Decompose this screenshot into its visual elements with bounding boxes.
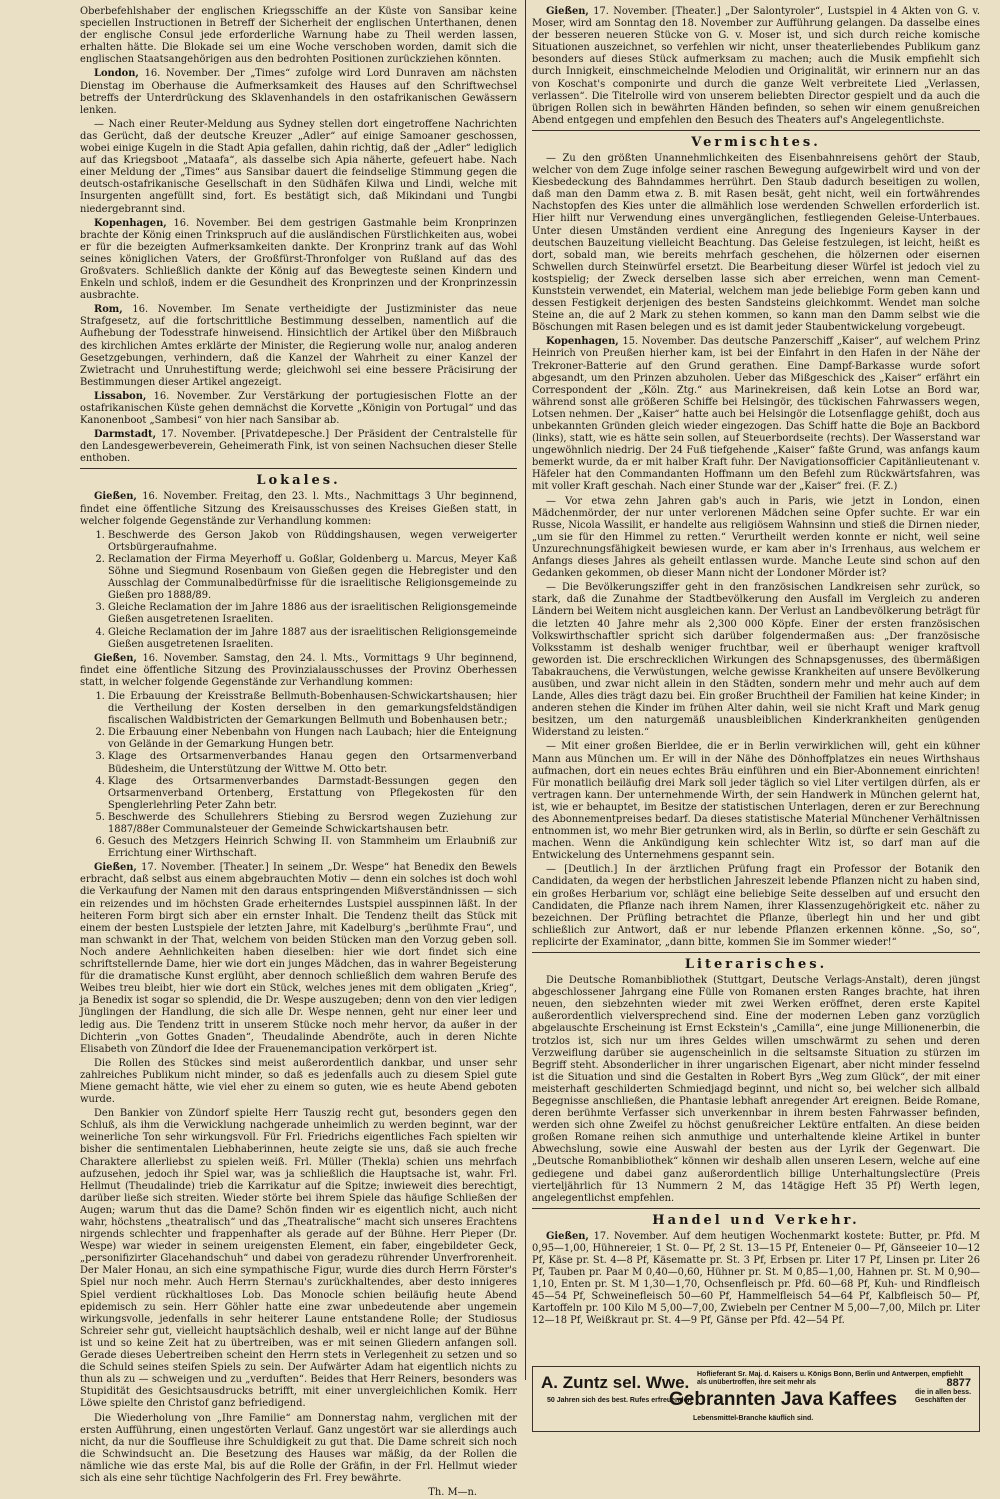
coffee-advertisement [532, 1366, 980, 1432]
theater-review-paragraph: Die Wiederholung von „Ihre Familie“ am Donnerstag nahm, verglichen mit der ersten Aufführung, einen ungestörten Verlauf. Ganz ungestört war sie allerdings auch nicht, da nur die Souffleuse ihre Schuldigkeit zu gut that. Die Dame schreit sich noch die Schwindsucht an. Die Besetzung des Hauses war mäßig, da der Rollen die nämliche wie das erste Mal, bis auf die Rolle der Gräfin, in der Frl. Hellmut wieder sich als eine sehr tüchtige Nachfolgerin des Frl. Frey bewährte. [80, 1412, 517, 1484]
misc-article: — Mit einer großen Bierldee, die er in Berlin verwirklichen will, geht ein kühner Mann aus München um. Er will in der Nähe des Dönhoffplatzes ein neues Wirthshaus aufmachen, dort ein neues echtes Bräu einführen und ein Bier-Abonnement einrichten! Für monatlich beiläufig drei Mark soll jeder täglich so viel Liter vertilgen dürfen, als er vertragen kann. Der unternehmende Wirth, der sein Handwerk in München gelernt hat, ist, wie er behauptet, im Besitze der statistischen Unterlagen, deren er zur Berechnung des Abonnementpreises bedarf. Da dieses statistische Material Münchener Verhältnissen entnommen ist, wo mehr Bier getrunken wird, als in Berlin, so dürfte er sein Geschäft zu machen. Wenn die Ankündigung kein schlechter Witz ist, so darf man auf die Entwickelung des Unternehmens gespannt sein. [532, 741, 980, 862]
dateline-place: Gießen, [546, 6, 589, 17]
ad-court-supplier: Hoflieferant Sr. Maj. d. Kaisers u. Königs Bonn, Berlin und Antwerpen, empfiehlt als unübertroffen, ihre seit mehr als [697, 1371, 963, 1386]
misc-article [532, 336, 980, 493]
right-column [532, 6, 980, 1361]
section-rule [532, 130, 980, 131]
article-sydney: — Nach einer Reuter-Meldung aus Sydney stellen dort eingetroffene Nachrichten das Gerücht, daß der deutsche Kreuzer „Adler“ auf einige Samoaner geschossen, wobei einige Kugeln in die Stadt Apia gefallen, dahin richtig, daß der „Adler“ lediglich auf das Kriegsboot „Mataafa“, als dasselbe sich Apia näherte, gefeuert habe. Nach einer Meldung der „Times“ aus Sansibar dauert die feindselige Stimmung gegen die deutsch-ostafrikanische Gesellschaft in den Südhäfen Kilwa und Lindi, welche mit Insurgenten angefüllt sind, fort. Es bestätigt sich, daß Mikindani und Tungbi niedergebrannt sind. [80, 118, 517, 215]
article-text: 16. November. Freitag, den 23. l. Mts., Nachmittags 3 Uhr beginnend, findet eine öffentliche Sitzung des Kreisausschusses des Kreises Gießen statt, in welcher folgende Gegenstände zur Verhandlung kommen: [80, 491, 517, 527]
section-rule [80, 468, 517, 469]
agenda-item: 3. Gleiche Reclamation der im Jahre 1886 aus der israelitischen Religionsgemeinde Gießen ausgetretenen Israeliten. [108, 602, 517, 626]
ad-number: 8877 [946, 1377, 971, 1389]
agenda-list-kreisausschuss [80, 530, 517, 651]
agenda-list-provinzialausschuss [80, 691, 517, 860]
article-kopenhagen [80, 218, 517, 303]
agenda-item: 2. Reclamation der Firma Meyerhoff u. Goßlar, Goldenberg u. Marcus, Meyer Kaß Söhne und Siegmund Rosenbaum von Gießen gegen die Hebregister und den Ausschlag der Communalbedürfnisse für die israelitische Religionsgemeinde zu Gießen pro 1888/89. [108, 554, 517, 602]
article-darmstadt [80, 429, 517, 465]
theater-review-paragraph: Die Rollen des Stückes sind meist außerordentlich dankbar, und unser sehr zahlreiches Publikum nicht minder, so daß es jedenfalls auch zu diesem Spiel gute Miene gemacht hätte, wie viel eher zu einem so guten, wie es heute Abend geboten wurde. [80, 1057, 517, 1106]
ad-product-name: Gebrannten Java Kaffees [669, 1389, 898, 1410]
article-rom [80, 304, 517, 389]
section-header-handel: Handel und Verkehr. [652, 1212, 860, 1228]
dateline-place: Gießen, [94, 491, 137, 503]
section-header-literarisches: Literarisches. [684, 957, 828, 973]
ad-availability: die in allen bess. Geschäften der [915, 1389, 972, 1404]
dateline-place: Gießen, [94, 862, 137, 874]
source-note: (F. Z.) [868, 481, 898, 493]
article-giessen-theater-notice [532, 6, 980, 127]
misc-article: — Die Bevölkerungsziffer geht in den französischen Landkreisen sehr zurück, so stark, daß die Zunahme der Stadtbevölkerung den Ausfall im Vergleich zu anderen Ländern bei Weitem nicht ausgleichen kann. Der Verlust an Landbevölkerung beträgt für die letzten 40 Jahre mehr als 2,300 000 Köpfe. Einer der ersten französischen Volkswirthschaftler spricht sich darüber folgendermaßen aus: „Der französische Volksstamm ist deshalb weniger fruchtbar, weil er überhaupt weniger kraftvoll geworden ist. Die erschrecklichen Wirkungen des Schnapsgenusses, des übermäßigen Tabakrauchens, die Verwüstungen, welche gewisse Krankheiten auf unsere Bevölkerung ausüben, und zwar nicht allein in den Städten, sondern mehr und mehr auch auf dem Lande, Alles dies trägt dazu bei. Ein großer Bruchtheil der Familien hat keine Kinder; in anderen stehen die Kinder im frühen Alter dahin, weil sie nicht Kraft und Mark genug besitzen, um den naturgemäß unausbleiblichen Kinderkrankheiten genügenden Widerstand zu leisten.“ [532, 582, 980, 739]
misc-article: — Vor etwa zehn Jahren gab's auch in Paris, wie jetzt in London, einen Mädchenmörder, der nur unter verlorenen Mädchen seine Opfer suchte. Er war ein Russe, Nicola Wassilit, er handelte aus religiösem Wahnsinn und stieß die Dirnen nieder, „um sie für den Himmel zu retten.“ Verurtheilt werden konnte er nicht, weil seine Unzurechnungsfähigkeit bewiesen wurde, er kam aber in's Irrenhaus, aus welchem er Anfangs dieses Jahres als geheilt entlassen wurde. Manche Leute sind schon auf den Gedanken gekommen, ob dieser Mann nicht der Londoner Mörder ist? [532, 495, 980, 580]
agenda-item: 5. Beschwerde des Schullehrers Stiebing zu Bersrod wegen Zuziehung zur 1887/88er Communalsteuer der Gemeinde Schwickartshausen betr. [108, 812, 517, 836]
dateline-place: Darmstadt, [94, 429, 157, 441]
agenda-item: 4. Gleiche Reclamation der im Jahre 1887 aus der israelitischen Religionsgemeinde Gießen ausgetretenen Israeliten. [108, 627, 517, 651]
section-header-vermischtes: Vermischtes. [691, 134, 821, 150]
article-giessen-provinzialausschuss [80, 653, 517, 689]
theater-review-paragraph: Den Bankier von Zündorf spielte Herr Tauszig recht gut, besonders gegen den Schluß, als ihm die Verwicklung nachgerade unheimlich zu werden beginnt, war der weinerliche Ton sehr wirkungsvoll. Für Frl. Friedrichs eigentliches Fach spielten wir bisher die sentimentalen Liebhaberinnen, heute zeigte sie uns, daß sie auch freche Charaktere allerliebst zu spielen weiß. Frl. Müller (Thekla) schien uns mehrfach aufzusehen, jedoch ihr Spiel war, was ja schließlich die Hauptsache ist, wahr. Frl. Hellmut (Theudalinde) trieb die Karrikatur auf die Spitze; inwieweit dies berechtigt, darüber ließe sich streiten. Wieder störte bei ihrem Spiele das häufige Schließen der Augen; warum thut das die Dame? Schön finden wir es eigentlich nicht, auch nicht wahr, höchstens „theatralisch“ und das „Theatralische“ macht sich unseres Erachtens nirgends schlechter und frappenhafter als gerade auf der Bühne. Herr Pieper (Dr. Wespe) war wieder in seinem ureigensten Element, ein faber, eingebildeter Geck, „personifizirter Glacehandschuh“ und dabei von geradezu rührender Unverfrorenheit. Der Maler Honau, an sich eine sympathische Figur, wurde dies durch Herrn Förster's Spiel nur noch mehr. Auch Herrn Sternau's zurückhaltendes, aber desto innigeres Spiel verdient rückhaltloses Lob. Das Monocle schien beiläufig heute Abend epidemisch zu sein. Herr Göhler hatte eine zwar unbedeutende aber ungemein wirkungsvolle, jedenfalls in sehr heiterer Laune entstandene Rolle; der Studiosus Schreier sehr gut, vielleicht hauptsächlich deshalb, weil er nicht lange auf der Bühne ist und so keine Zeit hat zu übertreiben, was er mit seinen Gliedern anfangen soll. Gerade dieses Uebertreiben scheint den Herrn stets in Verlegenheit zu setzen und so die Schuld seines steifen Spiels zu sein. Der Aufwärter Adam hat eigentlich nichts zu thun als zu — schweigen und zu „verduften“. Beides that Herr Reiners, besonders was Stupidität des Gesichtsausdrucks betrifft, mit einer unvergleichlichen Komik. Herr Löwe spielte den Christof ganz befriedigend. [80, 1108, 517, 1410]
dateline-place: Gießen, [94, 652, 137, 664]
article-text: 16. November. Der „Times“ zufolge wird Lord Dunraven am nächsten Dienstag im Oberhause die Aufmerksamkeit des Hauses auf den Schriftwechsel betreffs der Unterdrückung des Sklavenhandels in den ostafrikanischen Gewässern lenken. [80, 68, 517, 116]
article-lissabon [80, 391, 517, 427]
article-text: 17. November. [Theater.] In seinem „Dr. Wespe“ hat Benedix den Bewels erbracht, daß selbst aus einem abgebrauchten Motiv — denn ein solches ist doch wohl die Verkaufung der Namen mit den daraus entspringenden Mißverständnissen — sich ein reizendes und im höchsten Grade erheiterndes Lustspiel ausspinnen läßt. In der heiteren Form birgt sich aber ein ernster Inhalt. Die Tendenz theilt das Stück mit einem der besten Lustspiele der letzten Jahre, mit Kadelburg's „berühmte Frau“, und man schwankt in der That, welchem von beiden Stücken man den Vorzug geben soll. Noch andere Aehnlichkeiten haben dieselben: hier wie dort findet sich eine schriftstellernde Dame, hier wie dort ein junges Mädchen, das in wahrer Begeisterung für die dramatische Kunst erglüht, aber dennoch schließlich dem wahren Berufe des Weibes treu bleibt, hier wie dort ein Stück, welches jenes mit dem obligaten „Krieg“, ja Benedix ist sogar so splendid, die Dr. Wespe auszugeben; denn von den vier ledigen Jünglingen der Handlung, die sich alle Dr. Wespe nennen, geht nur einer leer und ledig aus. Die Tendenz tritt in unserem Stücke noch mehr hervor, da außer in der Dichterin „von Gottes Gnaden“, Theudalinde Abendröte, auch in deren Nichte Elisabeth von Zündorf die Idee der Frauenemancipation verkörpert ist. [80, 862, 517, 1055]
article-text: 16. November. Bei dem gestrigen Gastmahle beim Kronprinzen brachte der König einen Trinkspruch auf die ausländischen Fürstlichkeiten aus, wobei er für die bezeigten Aufmerksamkeiten dankte. Der Kronprinz trank auf das Wohl seines königlichen Vaters, der Großfürst-Thronfolger von Rußland auf das des Großvaters. Schließlich dankte der König auf das Bewegteste seinen Kindern und Enkeln und schloß, indem er die Gesundheit des Kronprinzen und der Kronprinzessin ausbrachte. [80, 217, 518, 302]
dateline-place: London, [94, 68, 139, 80]
section-rule [532, 1208, 980, 1209]
article-text: 17. November. Auf dem heutigen Wochenmarkt kostete: Butter, pr. Pfd. M 0,95—1,00, Hühnereier, 1 St. 0— Pf, 2 St. 13—15 Pf, Enteneier 0— Pf, Gänseeier 10—12 Pf, Käse pr. St. 4—8 Pf, Käsematte pr. St. 3 Pf, Erbsen pr. Liter 17 Pf, Linsen pr. Liter 26 Pf, Tauben pr. Paar M 0,40—0,60, Hühner pr. St. M 0,85—1,00, Hahnen pr. St. M 0,90—1,10, Enten pr. St. M 1,30—1,70, Ochsenfleisch pr. Pfd. 60—68 Pf, Kuh- und Rindfleisch 45—54 Pf, Schweinefleisch 50—60 Pf, Hammelfleisch 54—64 Pf, Kalbfleisch 50— Pf, Kartoffeln pr. 100 Kilo M 5,00—7,00, Zwiebeln per Centner M 5,00—7,00, Milch pr. Liter 12—18 Pf, Weißkraut pr. St. 4—9 Pf, Gänse per Pfd. 42—54 Pf. [532, 1230, 980, 1327]
agenda-item: 4. Klage des Ortsarmenverbandes Darmstadt-Bessungen gegen den Ortsarmenverband Ortenberg, Erstattung von Pflegekosten für den Spenglerlehrling Peter Zahn betr. [108, 776, 517, 812]
dateline-place: Kopenhagen, [546, 336, 619, 348]
section-header-lokales: Lokales. [256, 473, 341, 489]
agenda-item: 1. Beschwerde des Gerson Jakob von Rüddingshausen, wegen verweigerter Ortsbürgeraufnahme. [108, 530, 517, 554]
ad-retail-note: Lebensmittel-Branche käuflich sind. [693, 1415, 814, 1422]
agenda-item: 1. Die Erbauung der Kreisstraße Bellmuth-Bobenhausen-Schwickartshausen; hier die Vertheilung der Kosten derselben in den gemarkungsfeldständigen fiscalischen Waldbistricten der Gemarkungen Bellmuth und Bobenhausen betr.; [108, 691, 517, 727]
article-text: 16. November. Zur Verstärkung der portugiesischen Flotte an der ostafrikanischen Küste gehen demnächst die Korvette „Königin von Portugal“ und das Kanonenboot „Sambesi“ von hier nach Sansibar ab. [80, 390, 518, 427]
column-divider [525, 0, 526, 1380]
article-giessen-theater-review [80, 862, 517, 1056]
article-giessen-kreisausschuss [80, 491, 517, 527]
article-text: 17. November. [Theater.] „Der Salontyroler“, Lustspiel in 4 Akten von G. v. Moser, wird am Sonntag den 18. November zur Aufführung gelangen. Da dasselbe eines der besseren neueren Stücke von G. v. Moser ist, und sich durch reiche komische Situationen auszeichnet, so verfehlen wir nicht, unser theaterliebendes Publikum ganz besonders auf dieses Stück aufmerksam zu machen; auch die Musik empfiehlt sich durch Innigkeit, einschmeichelnde Melodien und Originalität, wir erinnern nur an das von Koschat's componirte und durch die ganze Welt verbreitete Lied „Verlassen, verlassen“. Die Titelrolle wird von unserem beliebten Director gespielt und da auch die übrigen Rollen sich in bewährten Händen befinden, so sehen wir einem genußreichen Abend entgegen und empfehlen den Besuch des Theaters auf's Angelegentlichste. [532, 6, 981, 126]
article-text: 17. November. [Privatdepesche.] Der Präsident der Centralstelle für den Landesgewerbeverein, Geheimerath Fink, ist von seinen Nachsuchen dieser Stelle enthoben. [80, 429, 517, 465]
dateline-place: Gießen, [546, 1230, 589, 1242]
agenda-item: 6. Gesuch des Metzgers Heinrich Schwing II. von Stammheim um Erlaubniß zur Errichtung einer Wirthschaft. [108, 836, 517, 860]
misc-article: — [Deutlich.] In der ärztlichen Prüfung fragt ein Professor der Botanik den Candidaten, da wegen der herbstlichen Jahreszeit lebende Pflanzen nicht zu haben sind, ein großes Herbarium vor, schlägt eine beliebige Seite desselben auf und ersucht den Candidaten, die Pflanze nach ihrem Namen, ihrer Klassenzugehörigkeit etc. näher zu bezeichnen. Der Prüfling betrachtet die Pflanze, überlegt hin und her und gibt schließlich zur Antwort, daß er nur lebende Pflanzen erkennen könne. „So, so“, replicirte der Examinator, „dann bitte, kommen Sie im Sommer wieder!“ [532, 864, 980, 948]
left-column [80, 6, 518, 1499]
dateline-place: Lissabon, [94, 390, 147, 402]
article-text: 15. November. Das deutsche Panzerschiff „Kaiser“, auf welchem Prinz Heinrich von Preußen hierher kam, ist bei der Einfahrt in den Hafen in der Nähe der Trekroner-Batterie auf den Grund gerathen. Eine Dampf-Barkasse wurde sofort abgesandt, um den Prinzen abzuholen. Ueber das Mißgeschick des „Kaiser“ erfährt ein Correspondent der „Köln. Ztg.“ aus Marinekreisen, daß kein Lotse an Bord war, während sonst alle größeren Schiffe bei Helsingör, des tückischen Fahrwassers wegen, Lotsen nehmen. Der „Kaiser“ hatte auch bei Helsingör die Lotsenflagge gehißt, doch aus unbekannten Gründen gleich wieder eingezogen. Das Schiff hatte die Boje an Backbord (links), statt, wie es hätte sein sollen, auf Steuerbordseite (rechts). Der Wasserstand war ungewöhnlich niedrig. Der 24 Fuß tiefgehende „Kaiser“ faßte Grund, was anfangs kaum bemerkt wurde, da er mit halber Kraft fuhr. Der Navigationsofficier Capitänlieutenant v. Häfeler hat den Commandanten Hoffmann um den Befehl zum Rückwärtsfahren, was mit voller Kraft geschah. Nach einer Stunde war der „Kaiser“ frei. [532, 336, 980, 493]
section-rule [532, 952, 980, 953]
article-london [80, 68, 517, 116]
literary-review: Die Deutsche Romanbibliothek (Stuttgart, Deutsche Verlags-Anstalt), deren jüngst abgeschlossener Jahrgang eine Fülle von Romanen ersten Ranges brachte, hat ihren neuen, den siebzehnten wieder mit zwei Werken eröffnet, deren erste Kapitel außerordentlich vielversprechend sind. Eine der modernen Leben ganz vorzüglich abgelauschte Erscheinung ist Ernst Eckstein's „Camilla“, eine junge Millionenerbin, die trotzlos ist, sich nur um ihres Geldes willen umschwärmt zu sehen und deren Verzweiflung darüber sie augenscheinlich in die seltsamste Situation zu stürzen im Begriff steht. Absonderlicher in ihrer ungarischen Eigenart, aber nicht minder fesselnd ist die Situation und sind die Gestalten in Robert Byrs „Weg zum Glück“, der mit einer meisterhaft geschilderten Schmiedjagd beginnt, und nicht so, bei welcher sich allbald Begegnisse anschließen, die Phantasie lebhaft anregender Art ereignen. Beide Romane, deren berühmte Verfasser sich unverkennbar in ihrem besten Fahrwasser befinden, werden sich ohne Zweifel zu höchst genußreicher Lektüre entfalten. An diese beiden großen Romane reihen sich anmuthige und unterhaltende kleine Artikel in bunter Abwechslung, sowie eine Auswahl der besten aus der Lyrik der Gegenwart. Die „Deutsche Romanbibliothek“ können wir deshalb allen unseren Lesern, welche auf eine gediegene und dabei ganz außerordentlich billige Unterhaltungslectüre (Preis vierteljährlich für 13 Nummern 2 M, das 14tägige Heft 35 Pf) Werth legen, angelegentlichst empfehlen. [532, 975, 980, 1204]
article-text: 16. November. Im Senate vertheidigte der Justizminister das neue Strafgesetz, auf die fortschrittliche Bestimmung desselben, namentlich auf die Aufhebung der Todesstrafe hinweisend. Hinsichtlich der Artikel über den Mißbrauch des kirchlichen Amtes erklärte der Minister, die Regierung wolle nur, analog anderen Gesetzgebungen, verhindern, daß die Kanzel der Wahrheit zu einer Kanzel der Zwietracht und Unruhestiftung werde; gleichwohl sei eine bessere Präcisirung der Bestimmungen dieser Artikel angezeigt. [80, 304, 518, 388]
market-report [532, 1231, 980, 1328]
ad-tagline: 50 Jahren sich des best. Rufes erfreuenden [547, 1397, 692, 1404]
ad-firm-name: A. Zuntz sel. Wwe. [541, 1373, 690, 1392]
dateline-place: Kopenhagen, [94, 217, 167, 229]
misc-article: — Zu den größten Unannehmlichkeiten des Eisenbahnreisens gehört der Staub, welcher von dem Zuge infolge seiner raschen Bewegung aufgewirbelt wird und von der Kiesbedeckung des Bahndammes herrührt. Den Staub dadurch beseitigen zu wollen, daß man den Damm etwa z. B. mit Rasen besät, geht nicht, weil ein fortwährendes Nachstopfen des Kies unter die allmählich lose werdenden Schwellen erforderlich ist. Hier hilft nur Verwendung eines unvergänglichen, festliegenden Geleise-Unterbaues. Unter diesen Umständen verdient eine Anregung des Ingenieurs Kayser in der deutschen Bauzeitung vielleicht Beachtung. Das Geleise festzulegen, ist leicht, heißt es dort, sobald man, wie bereits mehrfach geschehen, die hölzernen oder eisernen Schwellen durch Steinwürfel ersetzt. Die Bearbeitung dieser Würfel ist jedoch viel zu kostspielig; der Zweck derselben lasse sich aber erreichen, wenn man Cement-Kunststein verwendet, ein Material, welchem man jede beliebige Form geben kann und dessen Festigkeit derjenigen des besten Sandsteins gleichkommt. Wendet man solche Steine an, die auf 2 Mark zu stehen kommen, so kann man den Damm selbst wie die Böschungen mit Rasen belegen und es ist damit jeder Staubentwickelung vorgebeugt. [532, 152, 980, 334]
agenda-item: 3. Klage des Ortsarmenverbandes Hanau gegen den Ortsarmenverband Büdesheim, die Unterstützung der Wittwe M. Otto betr. [108, 751, 517, 775]
author-signature: Th. M—n. [428, 1487, 477, 1499]
dateline-place: Rom, [94, 304, 123, 316]
article-text: 16. November. Samstag, den 24. l. Mts., Vormittags 9 Uhr beginnend, findet eine öffentliche Sitzung des Provinzialausschusses der Provinz Oberhessen statt, in welcher folgende Gegenstände zur Verhandlung kommen: [80, 652, 517, 688]
agenda-item: 2. Die Erbauung einer Nebenbahn von Hungen nach Laubach; hier die Enteignung von Gelände in der Gemarkung Hungen betr. [108, 727, 517, 751]
article-uk-sansibar: Oberbefehlshaber der englischen Kriegsschiffe an der Küste von Sansibar keine speciellen Instructionen in Betreff der Sicherheit der englischen Unterthanen, denen der englische Consul jede erforderliche Warnung habe zu Theil werden lassen, erhalten hätte. Die Blokade sei um eine Woche verschoben worden, damit sich die englischen Staatsangehörigen aus den bedrohten Positionen zurückziehen könnten. [80, 6, 517, 66]
